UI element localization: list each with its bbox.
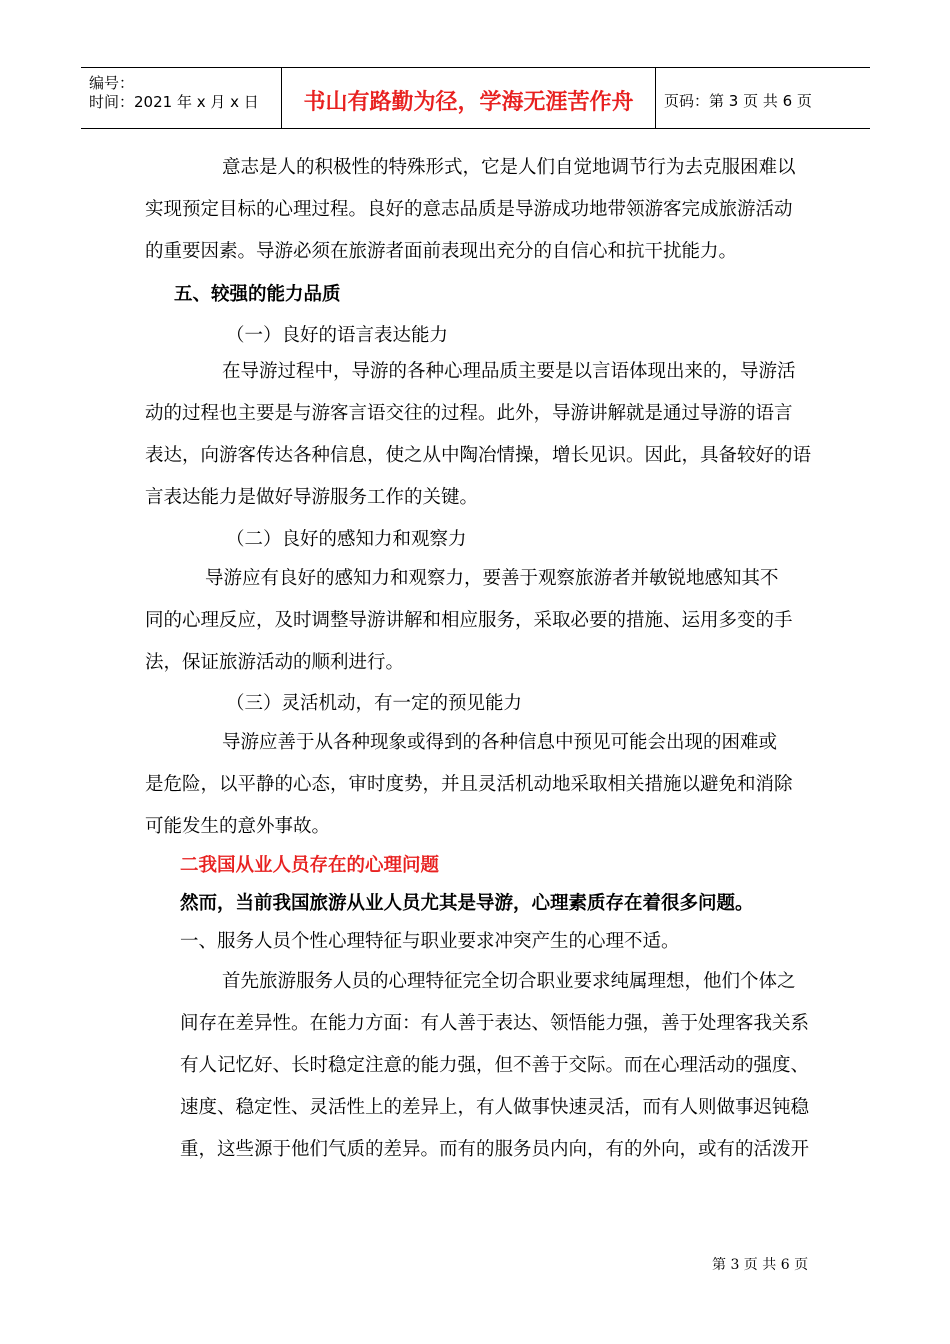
paragraph-line: 首先旅游服务人员的心理特征完全切合职业要求纯属理想，他们个体之 [222,971,796,992]
paragraph-line: 速度、稳定性、灵活性上的差异上，有人做事快速灵活，而有人则做事迟钝稳 [180,1097,810,1118]
page-footer: 第 3 页 共 6 页 [712,1257,809,1273]
motto: 书山有路勤为径，学海无涯苦作舟 [303,90,634,115]
red-heading: 二我国从业人员存在的心理问题 [180,855,440,876]
header-right-cell [654,68,870,128]
paragraph-line: 实现预定目标的心理过程。良好的意志品质是导游成功地带领游客完成旅游活动 [145,199,793,220]
header-motto-cell [281,68,656,128]
paragraph-line: 动的过程也主要是与游客言语交往的过程。此外，导游讲解就是通过导游的语言 [145,403,793,424]
paragraph-line: 法，保证旅游活动的顺利进行。 [145,652,405,673]
paragraph-line: 导游应善于从各种现象或得到的各种信息中预见可能会出现的困难或 [222,732,778,753]
subsection-heading: （一）良好的语言表达能力 [226,325,449,346]
paragraph-line: 重，这些源于他们气质的差异。而有的服务员内向，有的外向，或有的活泼开 [180,1139,810,1160]
section-heading: 五、较强的能力品质 [174,284,341,305]
paragraph-line: 可能发生的意外事故。 [145,816,331,837]
paragraph-line: 同的心理反应，及时调整导游讲解和相应服务，采取必要的措施、运用多变的手 [145,610,793,631]
time-line: 时间：2021 年 x 月 x 日 [89,93,259,111]
header-left-cell [81,68,281,128]
paragraph-line: 言表达能力是做好导游服务工作的关键。 [145,487,479,508]
subsection-heading: （三）灵活机动，有一定的预见能力 [226,693,523,714]
doc-number-label: 编号： [89,74,135,92]
paragraph-line: 间存在差异性。在能力方面：有人善于表达、领悟能力强，善于处理客我关系 [180,1013,810,1034]
paragraph-line: 在导游过程中，导游的各种心理品质主要是以言语体现出来的，导游活 [222,361,796,382]
page-code: 页码：第 3 页 共 6 页 [664,92,812,110]
paragraph-line: 导游应有良好的感知力和观察力，要善于观察旅游者并敏锐地感知其不 [205,568,779,589]
header-table [81,67,870,129]
paragraph-line: 表达，向游客传达各种信息，使之从中陶冶情操，增长见识。因此，具备较好的语 [145,445,812,466]
bold-statement: 然而，当前我国旅游从业人员尤其是导游，心理素质存在着很多问题。 [180,893,754,914]
paragraph-line: 的重要因素。导游必须在旅游者面前表现出充分的自信心和抗干扰能力。 [145,241,738,262]
paragraph-line: 是危险，以平静的心态，审时度势，并且灵活机动地采取相关措施以避免和消除 [145,774,793,795]
subsection-heading: （二）良好的感知力和观察力 [226,529,467,550]
paragraph-line: 有人记忆好、长时稳定注意的能力强，但不善于交际。而在心理活动的强度、 [180,1055,810,1076]
list-item: 一、服务人员个性心理特征与职业要求冲突产生的心理不适。 [180,931,680,952]
paragraph-line: 意志是人的积极性的特殊形式，它是人们自觉地调节行为去克服困难以 [222,157,796,178]
